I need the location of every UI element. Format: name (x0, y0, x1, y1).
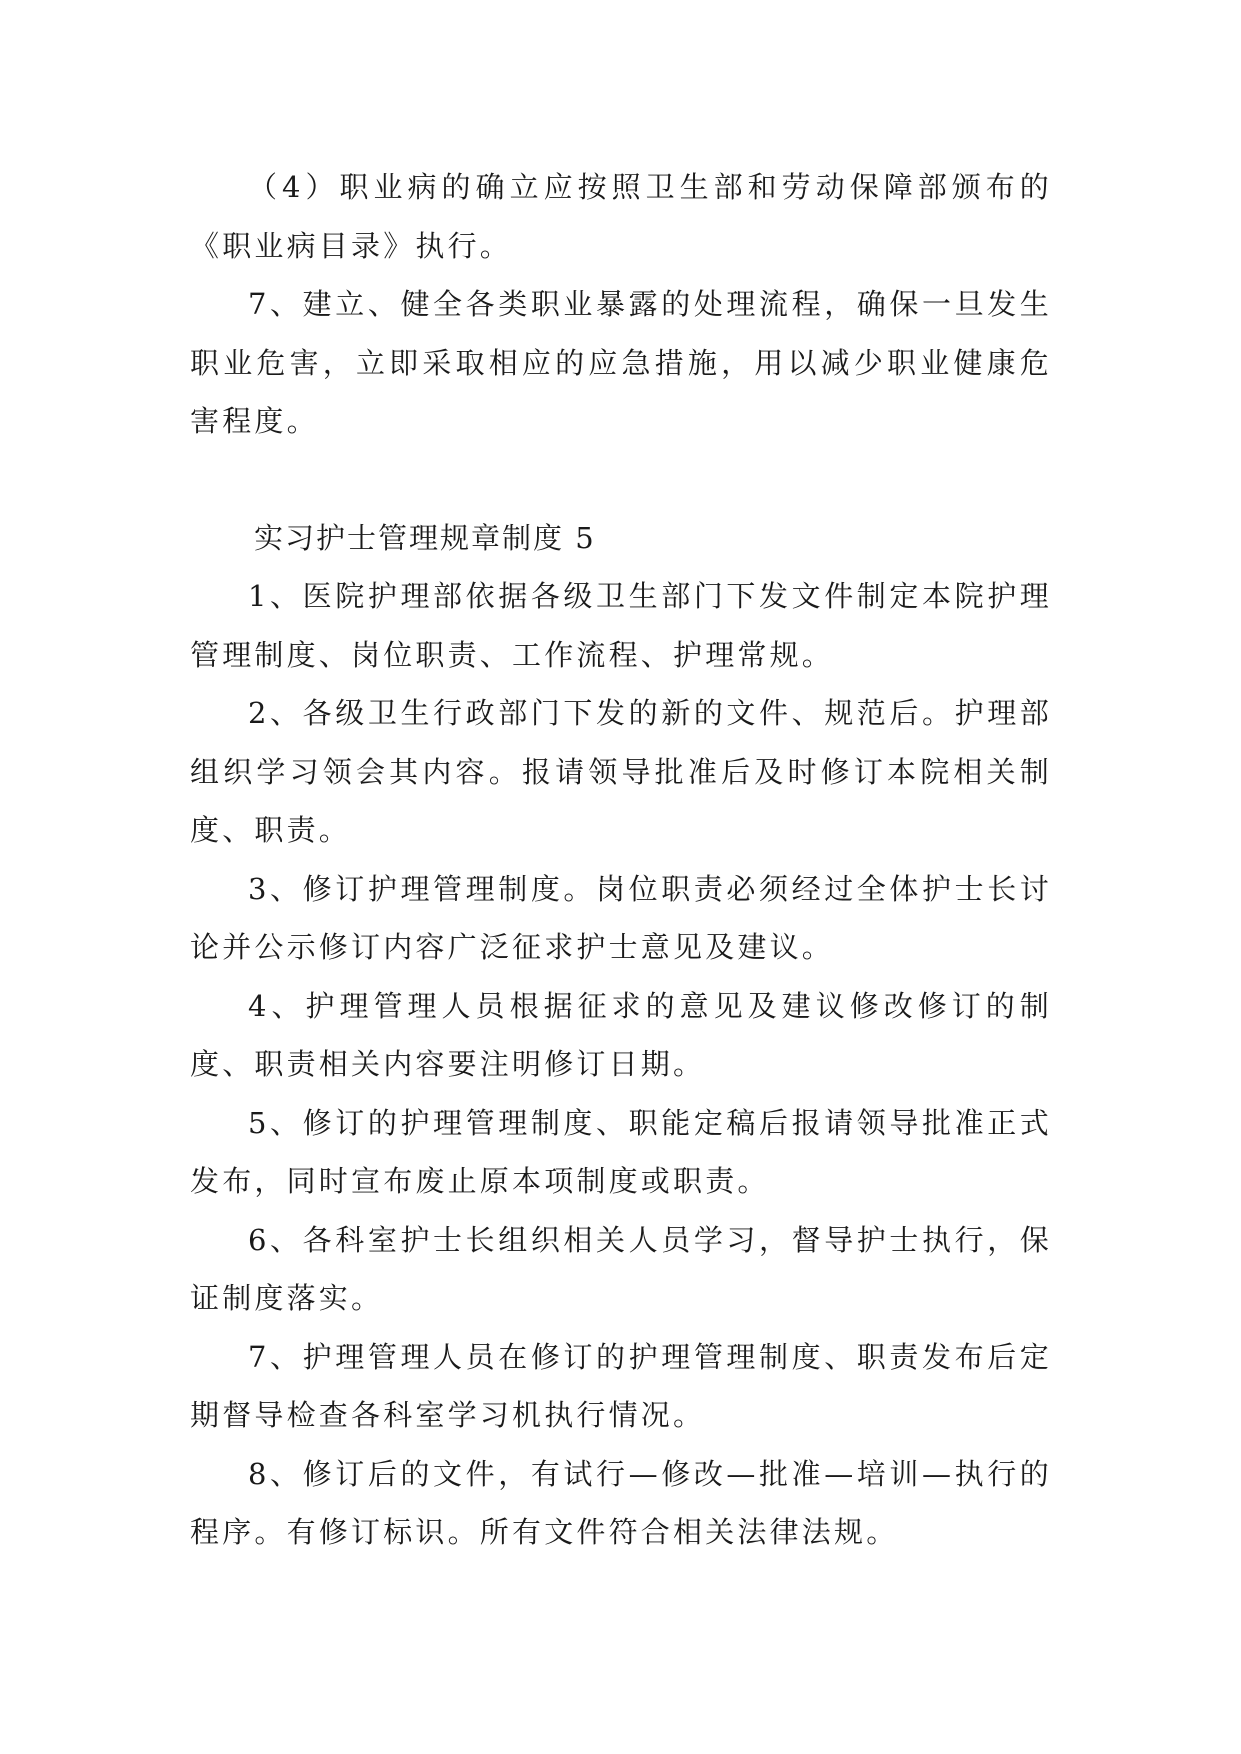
paragraph-item-6: 6、各科室护士长组织相关人员学习，督导护士执行，保证制度落实。 (190, 1222, 1052, 1315)
paragraph-item-4: 4、护理管理人员根据征求的意见及建议修改修订的制度、职责相关内容要注明修订日期。 (190, 988, 1052, 1081)
paragraph-item-5: 5、修订的护理管理制度、职能定稿后报请领导批准正式发布，同时宣布废止原本项制度或职责。 (190, 1105, 1052, 1198)
paragraph-item-2: 2、各级卫生行政部门下发的新的文件、规范后。护理部组织学习领会其内容。报请领导批准后及时修订本院相关制度、职责。 (190, 696, 1052, 847)
paragraph-item-7: 7、护理管理人员在修订的护理管理制度、职责发布后定期督导检查各科室学习机执行情况。 (190, 1339, 1052, 1432)
section-title: 实习护士管理规章制度 5 (254, 520, 596, 555)
paragraph-item-8: 8、修订后的文件，有试行—修改—批准—培训—执行的程序。有修订标识。所有文件符合相关法律法规。 (190, 1456, 1052, 1549)
paragraph-item-3: 3、修订护理管理制度。岗位职责必须经过全体护士长讨论并公示修订内容广泛征求护士意见及建议。 (190, 871, 1052, 964)
document-body (190, 158, 1052, 1562)
paragraph-item-1: 1、医院护理部依据各级卫生部门下发文件制定本院护理管理制度、岗位职责、工作流程、护理常规。 (190, 579, 1052, 672)
paragraph-occupational-disease-catalog: （4）职业病的确立应按照卫生部和劳动保障部颁布的《职业病目录》执行。 (190, 170, 1052, 263)
paragraph-exposure-process: 7、建立、健全各类职业暴露的处理流程，确保一旦发生职业危害，立即采取相应的应急措施，用以减少职业健康危害程度。 (190, 287, 1052, 438)
